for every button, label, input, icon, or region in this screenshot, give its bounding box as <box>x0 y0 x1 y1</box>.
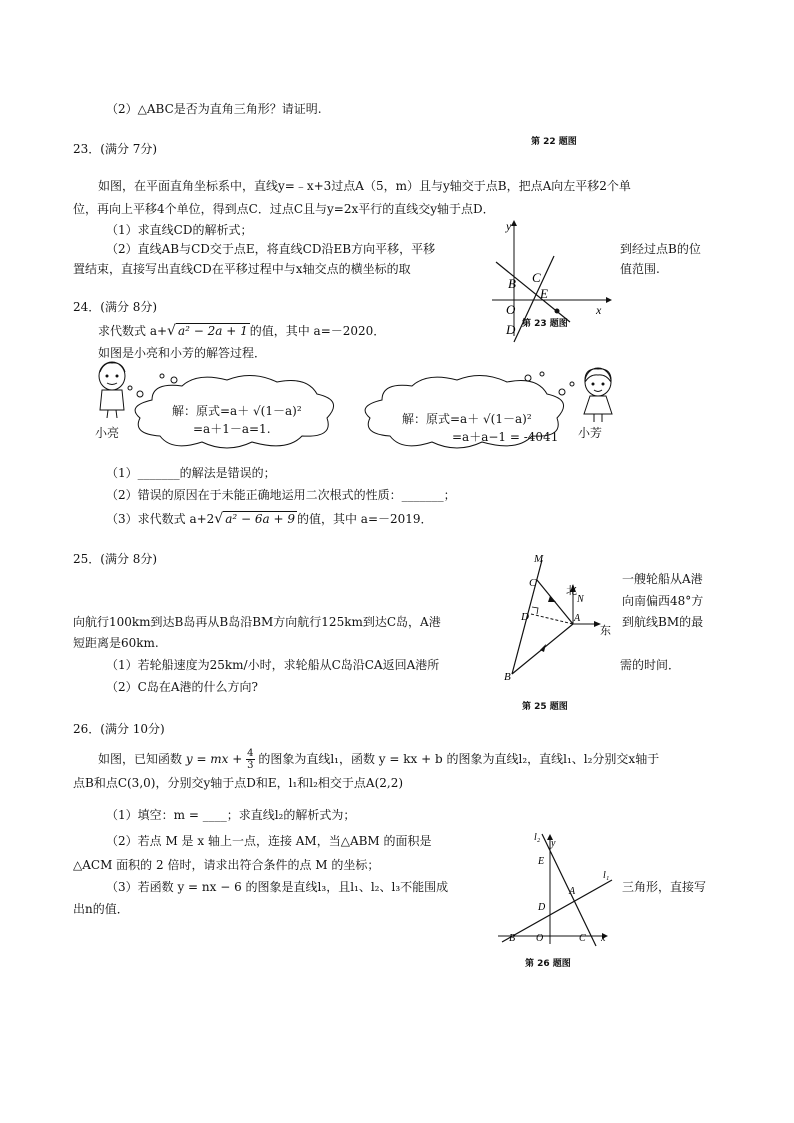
q25-figure-caption: 第 25 题图 <box>522 702 568 712</box>
q26-figure-caption: 第 26 题图 <box>525 959 571 969</box>
q26-label-x: x <box>601 933 606 944</box>
q25-part1-left: （1）若轮船速度为25km/小时，求轮船从C岛沿CA返回A港所 <box>106 658 440 672</box>
q25-label-north: 北 <box>566 585 577 597</box>
q26-label-E: E <box>538 856 545 867</box>
q23-label-E: E <box>540 286 548 301</box>
left-solution-line2: =a＋1－a=1. <box>193 422 271 436</box>
q25-text-r1: 一艘轮船从A港 <box>622 572 703 586</box>
q24-part3-radicand: a² − 6a + 9 <box>225 512 295 526</box>
q26-part2-line1: （2）若点 M 是 x 轴上一点，连接 AM，当△ABM 的面积是 <box>106 834 432 848</box>
q26-part2-line2: △ACM 面积的 2 倍时，请求出符合条件的点 M 的坐标； <box>73 858 380 872</box>
q25-text-l3: 向航行100km到达B岛再从B岛沿BM方向航行125km到达C岛，A港 <box>73 615 441 629</box>
radical-sign-icon: √ <box>167 323 176 339</box>
left-student-name: 小亮 <box>95 426 120 440</box>
q25-label-B: B <box>504 671 511 683</box>
q24-expression-prefix: 求代数式 a+ <box>98 324 168 338</box>
q26-paragraph-line1 <box>98 748 659 771</box>
q23-label-O: O <box>506 302 516 317</box>
q24-part1: （1）_______的解法是错误的； <box>106 466 276 480</box>
q25-label-east: 东 <box>600 625 611 637</box>
q26-heading: 26．(满分 10分) <box>73 722 165 736</box>
q26-label-A: A <box>569 886 576 897</box>
q26-function-l1: y = mx + 4 3 <box>185 748 254 771</box>
q26-label-C: C <box>579 933 586 944</box>
q23-label-y: y <box>506 219 512 233</box>
four-thirds-fraction: 4 3 <box>247 748 254 771</box>
q26-intro: 如图，已知函数 <box>98 752 183 766</box>
q22-part2: （2）△ABC是否为直角三角形？请证明. <box>106 102 322 116</box>
q26-label-D: D <box>538 902 546 913</box>
q26-label-y: y <box>551 838 556 849</box>
q26-label-B: B <box>509 933 516 944</box>
q24-heading: 24．(满分 8分) <box>73 300 158 314</box>
q26-intro-rest: 的图象为直线l₁，函数 y = kx + b 的图象为直线l₂，直线l₁、l₂分别交x轴于 <box>258 752 660 766</box>
q26-label-l2: l₂ <box>534 832 541 843</box>
q25-text-l4: 短距离是60km. <box>73 636 159 650</box>
q24-intro: 如图是小亮和小芳的解答过程． <box>98 346 267 360</box>
right-angle-mark-icon <box>532 607 538 614</box>
q24-part3-suffix: 的值，其中 a=－2019． <box>296 512 433 526</box>
q25-label-M: M <box>534 553 544 565</box>
q24-part3 <box>106 510 433 527</box>
route-arrow-icon <box>548 596 556 602</box>
q23-part2-right: 到经过点B的位 <box>620 242 701 256</box>
q24-radicand: a² − 2a + 1 <box>177 324 248 338</box>
q25-part1-right: 需的时间． <box>620 658 681 672</box>
right-student-name: 小芳 <box>578 426 603 440</box>
q23-heading: 23．(满分 7分) <box>73 142 158 156</box>
q25-label-C: C <box>529 577 537 589</box>
right-solution-line2: =a＋a−1 = -4041 <box>452 430 559 444</box>
q25-label-N: N <box>577 594 584 605</box>
q23-figure-caption: 第 23 题图 <box>522 319 568 329</box>
girl-cartoon-icon <box>578 366 618 424</box>
right-solution-line1: 解：原式=a＋ √(1－a)² <box>402 412 532 426</box>
q23-part2-line2-right: 值范围. <box>620 262 660 276</box>
q25-label-D: D <box>521 611 529 623</box>
q23-point-A <box>555 309 560 314</box>
q23-paragraph-line2: 位，再向上平移4个单位，得到点C．过点C且与y=2x平行的直线交y轴于点D． <box>73 202 495 216</box>
q26-part3-line2: 出n的值． <box>73 902 129 916</box>
q23-label-C: C <box>532 270 541 285</box>
q25-navigation-figure <box>500 552 625 687</box>
q26-label-O: O <box>536 933 544 944</box>
q26-part3-right: 三角形，直接写 <box>622 880 707 894</box>
q23-part2-line2-left: 置结束，直接写出直线CD在平移过程中与x轴交点的横坐标的取 <box>73 262 411 276</box>
q23-label-B: B <box>508 276 516 291</box>
q26-part1: （1）填空：m = ____；求直线l₂的解析式为； <box>106 808 356 822</box>
q23-paragraph-line1: 如图，在平面直角坐标系中，直线y=﹣x+3过点A（5，m）且与y轴交于点B，把点A向左平移2个单 <box>98 179 631 193</box>
q25-part2: （2）C岛在A港的什么方向? <box>106 680 258 694</box>
q23-part1: （1）求直线CD的解析式； <box>106 223 253 237</box>
q24-part2: （2）错误的原因在于未能正确地运用二次根式的性质：_______； <box>106 488 456 502</box>
q23-label-D: D <box>506 322 516 337</box>
q25-text-r2: 向南偏西48°方 <box>622 594 704 608</box>
q26-part3-left: （3）若函数 y = nx − 6 的图象是直线l₃，且l₁、l₂、l₃不能围成 <box>106 880 449 894</box>
q24-part3-prefix: （3）求代数式 a+2 <box>106 512 215 526</box>
q23-part2-left: （2）直线AB与CD交于点E，将直线CD沿EB方向平移，平移 <box>106 242 436 256</box>
q26-paragraph-line2: 点B和点C(3,0)，分别交y轴于点D和E，l₁和l₂相交于点A(2,2) <box>73 776 404 790</box>
q23-line-CD <box>514 256 554 342</box>
radical-sign-icon: √ <box>214 511 224 527</box>
q24-expression-line <box>98 322 385 339</box>
q25-heading: 25．(满分 8分) <box>73 552 158 566</box>
q26-coordinate-figure <box>494 826 619 948</box>
q26-line-l1 <box>502 880 612 942</box>
q26-label-l1: l₁ <box>603 870 610 881</box>
left-solution-line1: 解：原式=a＋ √(1－a)² <box>172 404 302 418</box>
q23-label-x: x <box>596 303 602 317</box>
q25-label-A: A <box>574 613 581 624</box>
q25-text-r3: 到航线BM的最 <box>622 615 704 629</box>
q24-expression-suffix: 的值，其中 a=－2020． <box>249 324 386 338</box>
q22-figure-caption: 第 22 题图 <box>531 137 577 147</box>
